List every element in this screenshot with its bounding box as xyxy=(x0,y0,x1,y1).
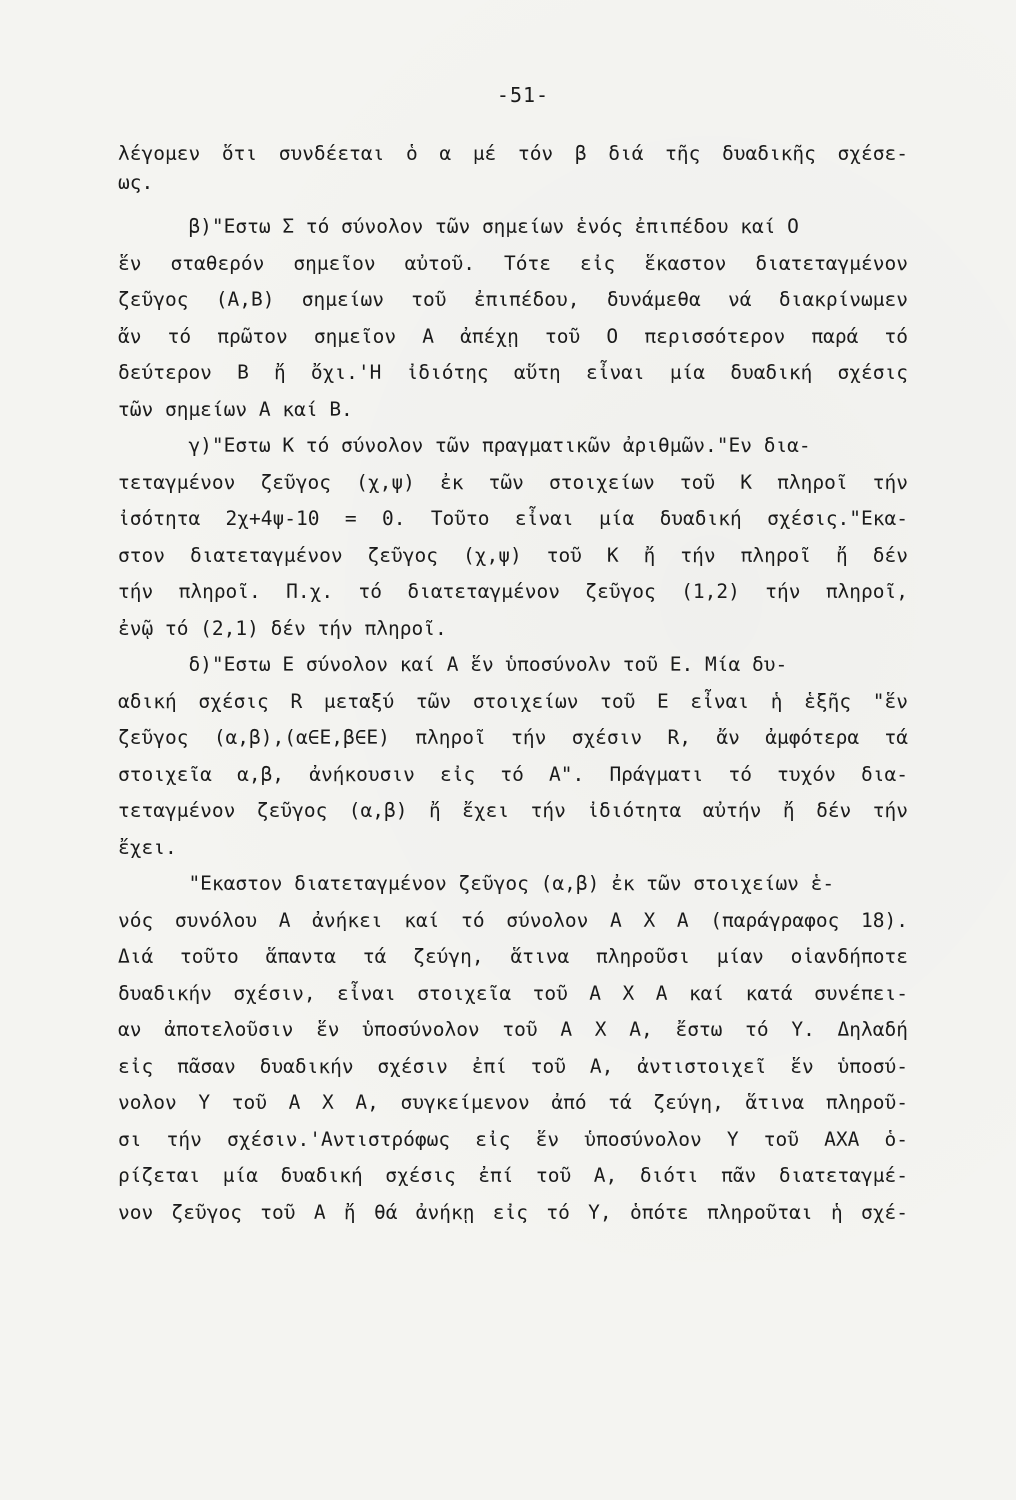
body-text xyxy=(118,136,908,1231)
text-line: ἔχει. xyxy=(118,835,177,859)
text-line: αδική σχέσις R μεταξύ τῶν στοιχείων τοῦ Ε εἶναι ἡ ἑξῆς "ἕν xyxy=(118,689,908,713)
text-line: εἰς πᾶσαν δυαδικήν σχέσιν ἐπί τοῦ Α, ἀντιστοιχεῖ ἕν ὑποσύ- xyxy=(118,1054,908,1078)
text-line: λέγομεν ὅτι συνδέεται ὁ α μέ τόν β διά τῆς δυαδικῆς σχέσε- xyxy=(118,142,908,165)
text-line: ἕν σταθερόν σημεῖον αὐτοῦ. Τότε εἰς ἕκαστον διατεταγμένον xyxy=(118,251,908,275)
text-line: τεταγμένον ζεῦγος (χ,ψ) ἐκ τῶν στοιχείων τοῦ Κ πληροῖ τήν xyxy=(118,470,908,494)
text-line: "Εκαστον διατεταγμένον ζεῦγος (α,β) ἐκ τῶν στοιχείων ἑ- xyxy=(118,872,835,895)
text-line: τεταγμένον ζεῦγος (α,β) ἤ ἔχει τήν ἰδιότητα αὐτήν ἤ δέν τήν xyxy=(118,799,908,822)
text-line: ζεῦγος (α,β),(α∈Ε,β∈Ε) πληροῖ τήν σχέσιν R, ἄν ἀμφότερα τά xyxy=(118,726,908,749)
text-line: β)"Εστω Σ τό σύνολον τῶν σημείων ἑνός ἐπιπέδου καί Ο xyxy=(118,215,799,238)
text-line: νολον Υ τοῦ Α Χ Α, συγκείμενον ἀπό τά ζεύγη, ἅτινα πληροῦ- xyxy=(118,1091,908,1114)
page-number: -51- xyxy=(496,83,550,107)
text-line: ρίζεται μία δυαδική σχέσις ἐπί τοῦ Α, διότι πᾶν διατεταγμέ- xyxy=(118,1164,908,1187)
text-line: νον ζεῦγος τοῦ Α ἤ θά ἀνήκῃ εἰς τό Υ, ὁπότε πληροῦται ἡ σχέ- xyxy=(118,1200,908,1224)
text-line: γ)"Εστω Κ τό σύνολον τῶν πραγματικῶν ἀριθμῶν."Εν δια- xyxy=(118,434,811,457)
text-line: νός συνόλου Α ἀνήκει καί τό σύνολον Α Χ Α (παράγραφος 18). xyxy=(118,908,908,932)
text-line: ἰσότητα 2χ+4ψ-10 = 0. Τοῦτο εἶναι μία δυαδική σχέσις."Εκα- xyxy=(118,507,908,530)
text-line: ἐνῷ τό (2,1) δέν τήν πληροῖ. xyxy=(118,616,447,640)
text-line: ζεῦγος (Α,Β) σημείων τοῦ ἐπιπέδου, δυνάμεθα νά διακρίνωμεν xyxy=(118,288,908,311)
text-line: σι τήν σχέσιν.'Αντιστρόφως εἰς ἕν ὑποσύνολον Υ τοῦ ΑΧΑ ὁ- xyxy=(118,1127,908,1151)
text-line: στοιχεῖα α,β, ἀνήκουσιν εἰς τό Α". Πράγματι τό τυχόν δια- xyxy=(118,762,908,786)
text-line: δεύτερον Β ἤ ὄχι.'Η ἰδιότης αὕτη εἶναι μία δυαδική σχέσις xyxy=(118,361,908,384)
text-line: δυαδικήν σχέσιν, εἶναι στοιχεῖα τοῦ Α Χ Α καί κατά συνέπει- xyxy=(118,981,908,1005)
text-line: ως. xyxy=(118,170,154,194)
text-line: τῶν σημείων Α καί Β. xyxy=(118,397,353,421)
text-line: τήν πληροῖ. Π.χ. τό διατεταγμένον ζεῦγος (1,2) τήν πληροῖ, xyxy=(118,580,908,603)
text-line: δ)"Εστω Ε σύνολον καί Α ἕν ὑποσύνολν τοῦ Ε. Μία δυ- xyxy=(118,653,788,676)
text-line: Διά τοῦτο ἅπαντα τά ζεύγη, ἅτινα πληροῦσι μίαν οἱανδήποτε xyxy=(118,945,908,968)
text-line: στον διατεταγμένον ζεῦγος (χ,ψ) τοῦ Κ ἤ τήν πληροῖ ἤ δέν xyxy=(118,543,908,567)
text-line: ἄν τό πρῶτον σημεῖον Α ἀπέχῃ τοῦ Ο περισσότερον παρά τό xyxy=(118,324,908,348)
text-line: αν ἀποτελοῦσιν ἕν ὑποσύνολον τοῦ Α Χ Α, ἔστω τό Υ. Δηλαδή xyxy=(118,1018,908,1041)
